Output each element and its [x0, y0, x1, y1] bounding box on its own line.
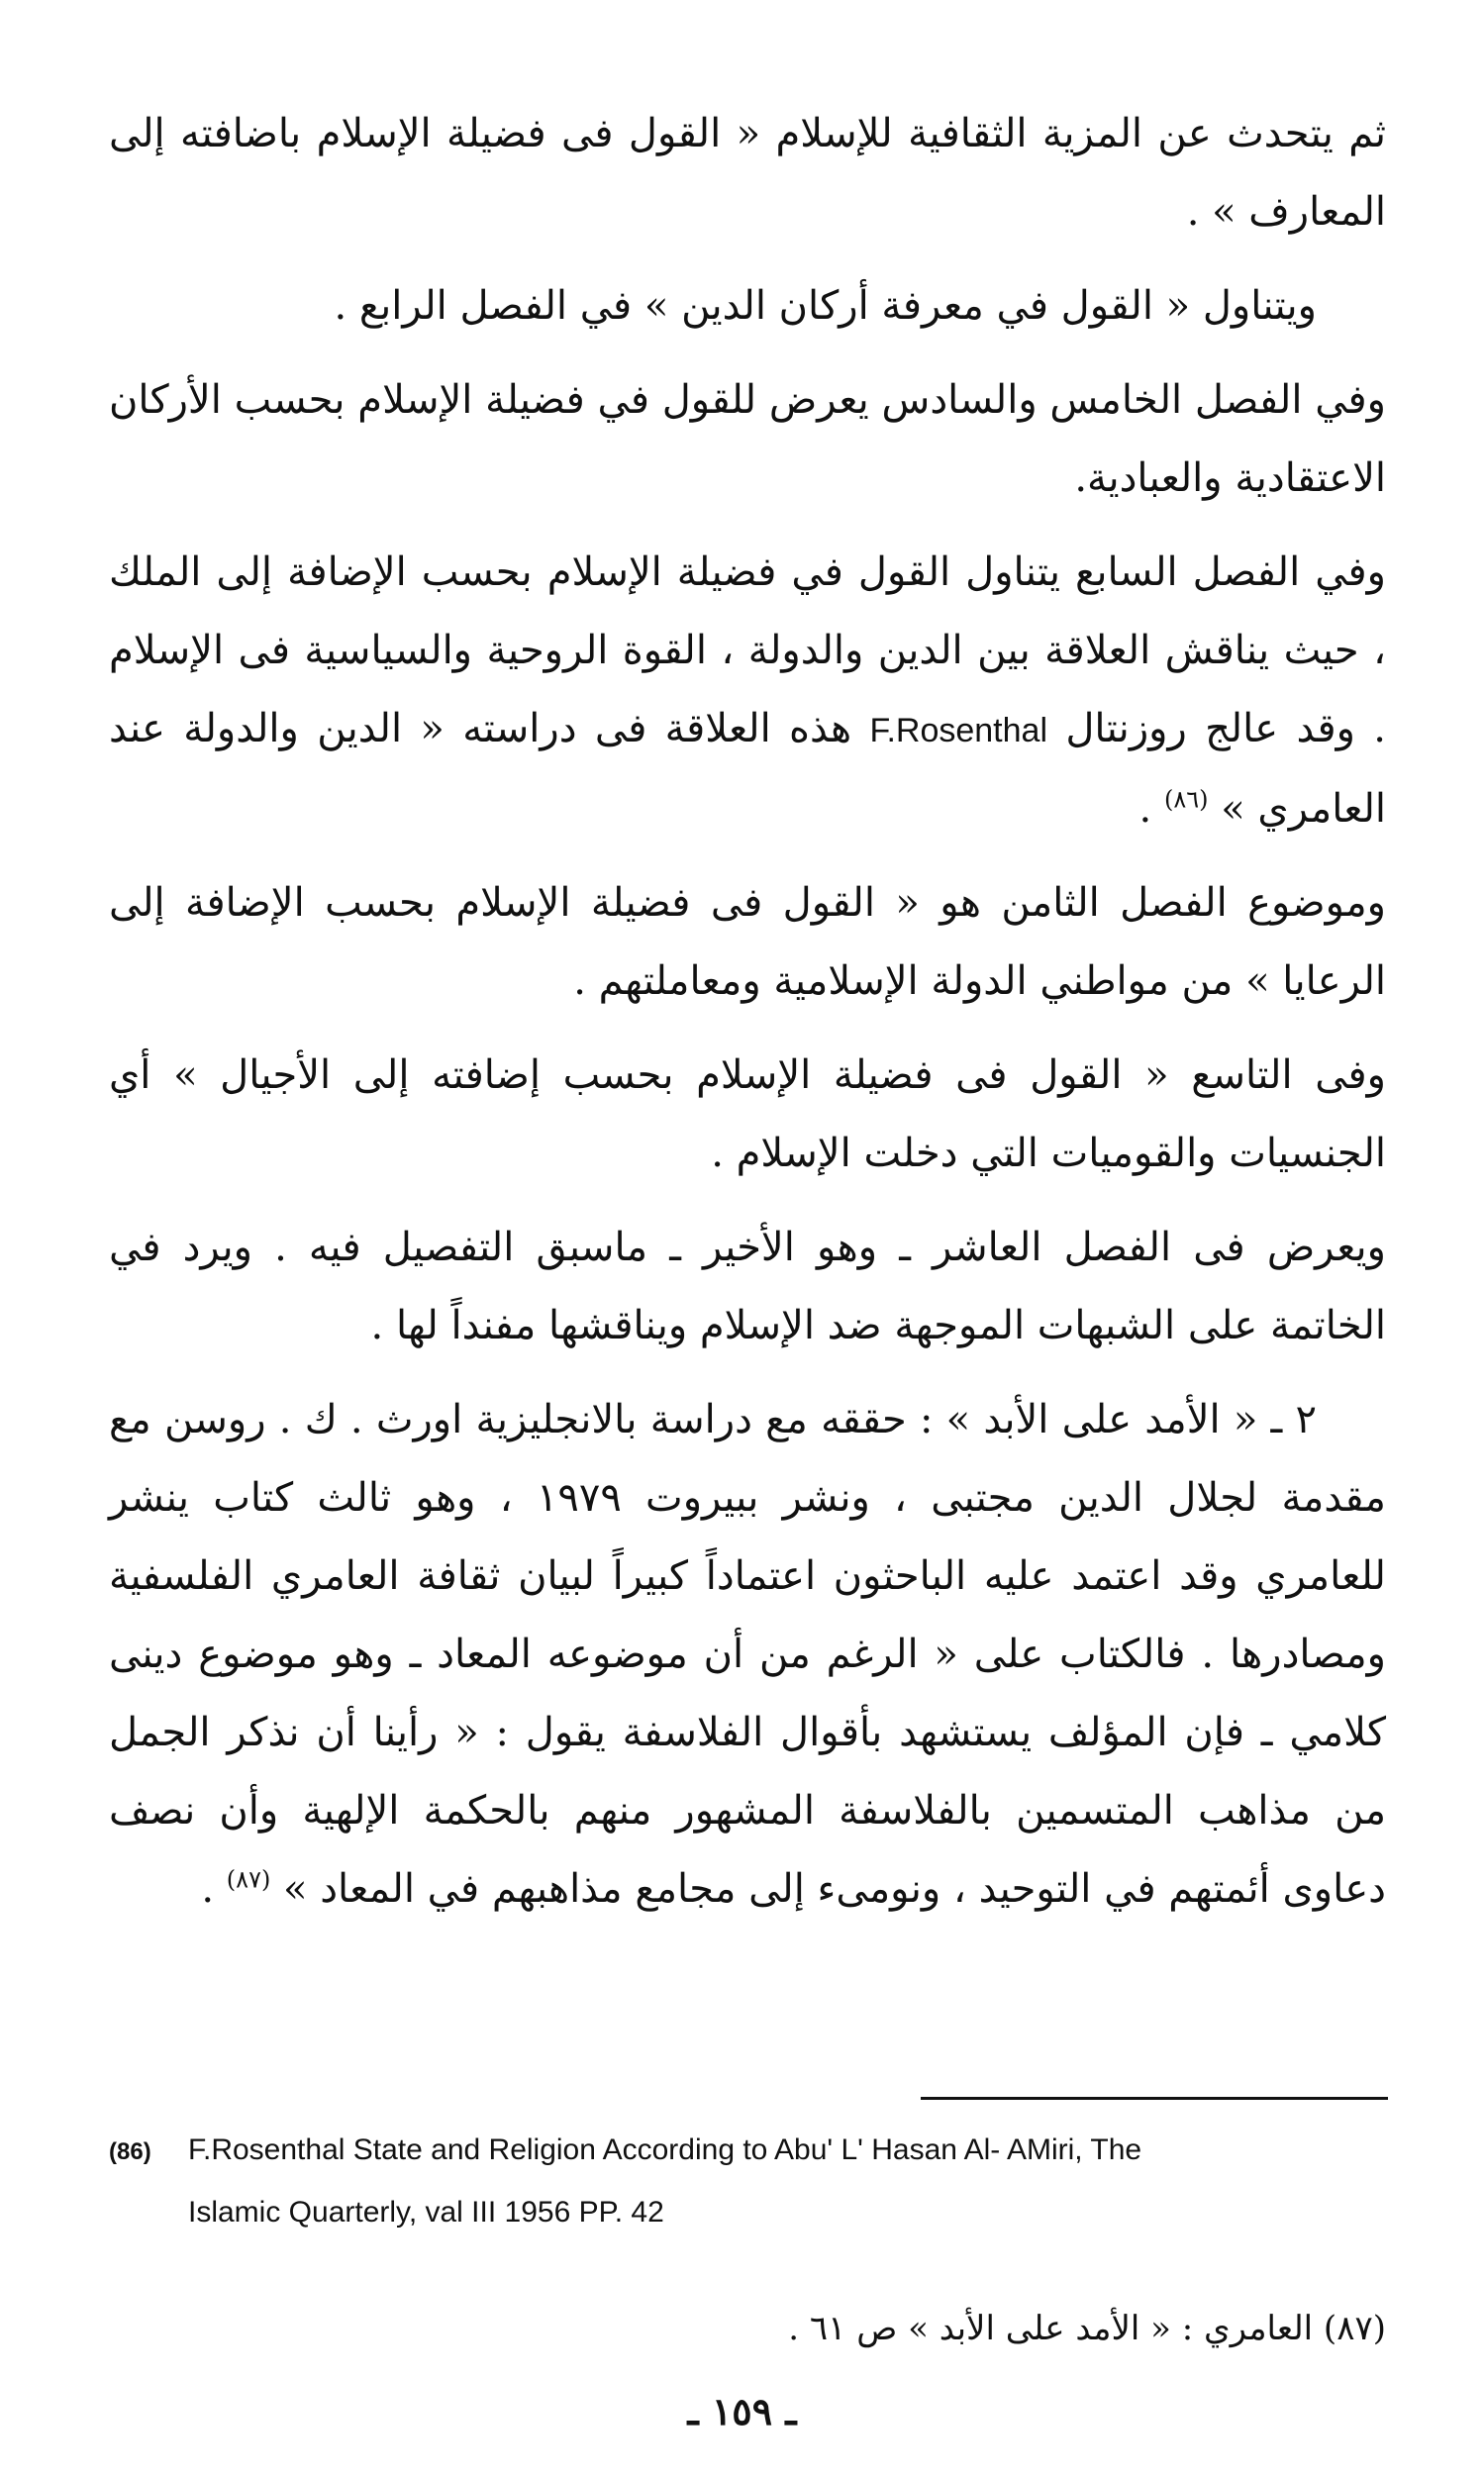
paragraph-6: [109, 1037, 1386, 1193]
paragraph-1: [109, 95, 1386, 251]
paragraph-3: [109, 361, 1386, 518]
footnote-86-continued: [109, 2183, 1386, 2242]
paragraph-4-latin-name: F.Rosenthal: [869, 712, 1047, 749]
footnote-divider: [921, 2097, 1388, 2100]
paragraph-8-text: ٢ ـ « الأمد على الأبد » : حققه مع دراسة بالانجليزية اورث . ك . روسن مع مقدمة لجلال الدين مجتبى ، ونشر ببيروت ١٩٧٩ ، وهو ثالث كتاب ينشر للعامري وقد اعتمد عليه الباحثون اعتماداً كبيراً لبيان ثقافة العامري الفلسفية ومصادرها . فالكتاب على « الرغم من أن موضوعه المعاد ـ وهو موضوع دينى كلامي ـ فإن المؤلف يستشهد بأقوال الفلاسفة يقول : « رأينا أن نذكر الجمل من مذاهب المتسمين بالفلاسفة المشهور منهم بالحكمة الإلهية وأن نصف دعاوى أئمتهم في التوحيد ، ونومىء إلى مجامع مذاهبهم في المعاد »: [109, 1397, 1386, 1912]
paragraph-4: [109, 534, 1386, 848]
paragraph-7: [109, 1209, 1386, 1365]
footnote-87: [109, 2299, 1386, 2358]
paragraph-4-text: وفي الفصل السابع يتناول القول في فضيلة الإسلام بحسب الإضافة إلى الملك ، حيث يناقش العلاقة بين الدين والدولة ، القوة الروحية والسياسية فى الإسلام . وقد عالج روزنتال: [109, 549, 1387, 751]
footnote-ref-87[interactable]: (٨٧): [226, 1865, 271, 1894]
paragraph-2: [109, 267, 1386, 346]
paragraph-1-text: ثم يتحدث عن المزية الثقافية للإسلام « القول فى فضيلة الإسلام باضافته إلى المعارف » .: [109, 111, 1386, 235]
paragraph-8-end: .: [201, 1866, 215, 1912]
page-number: ـ ١٥٩ ـ: [687, 2389, 797, 2433]
paragraph-3-text: وفي الفصل الخامس والسادس يعرض للقول في فضيلة الإسلام بحسب الأركان الاعتقادية والعبادية.: [109, 377, 1386, 501]
footnote-ref-86[interactable]: (٨٦): [1163, 785, 1209, 814]
body-text: [109, 95, 1386, 1944]
footnote-86-number: (86): [109, 2138, 151, 2165]
footnote-86-line-1: F.Rosenthal State and Religion According to Abu' L' Hasan Al- AMiri, The: [188, 2133, 1142, 2166]
paragraph-5-text: وموضوع الفصل الثامن هو « القول فى فضيلة الإسلام بحسب الإضافة إلى الرعايا » من مواطني الدولة الإسلامية ومعاملتهم .: [109, 880, 1386, 1004]
paragraph-4-end: .: [1138, 786, 1152, 832]
paragraph-5: [109, 864, 1386, 1021]
paragraph-8: [109, 1381, 1386, 1929]
paragraph-7-text: ويعرض فى الفصل العاشر ـ وهو الأخير ـ ماسبق التفصيل فيه . ويرد في الخاتمة على الشبهات الموجهة ضد الإسلام ويناقشها مفنداً لها .: [109, 1225, 1386, 1348]
footnote-87-text: (٨٧) العامري : « الأمد على الأبد » ص ٦١ .: [788, 2309, 1386, 2348]
footnote-86: [109, 2121, 1386, 2182]
footnote-86-line-2: Islamic Quarterly, val III 1956 PP. 42: [188, 2196, 664, 2229]
paragraph-4-text-cont: هذه العلاقة فى دراسته « الدين والدولة عند العامري »: [109, 706, 1386, 832]
paragraph-2-text: ويتناول « القول في معرفة أركان الدين » في الفصل الرابع .: [334, 283, 1317, 329]
paragraph-6-text: وفى التاسع « القول فى فضيلة الإسلام بحسب إضافته إلى الأجيال » أي الجنسيات والقوميات التي دخلت الإسلام .: [109, 1052, 1386, 1176]
